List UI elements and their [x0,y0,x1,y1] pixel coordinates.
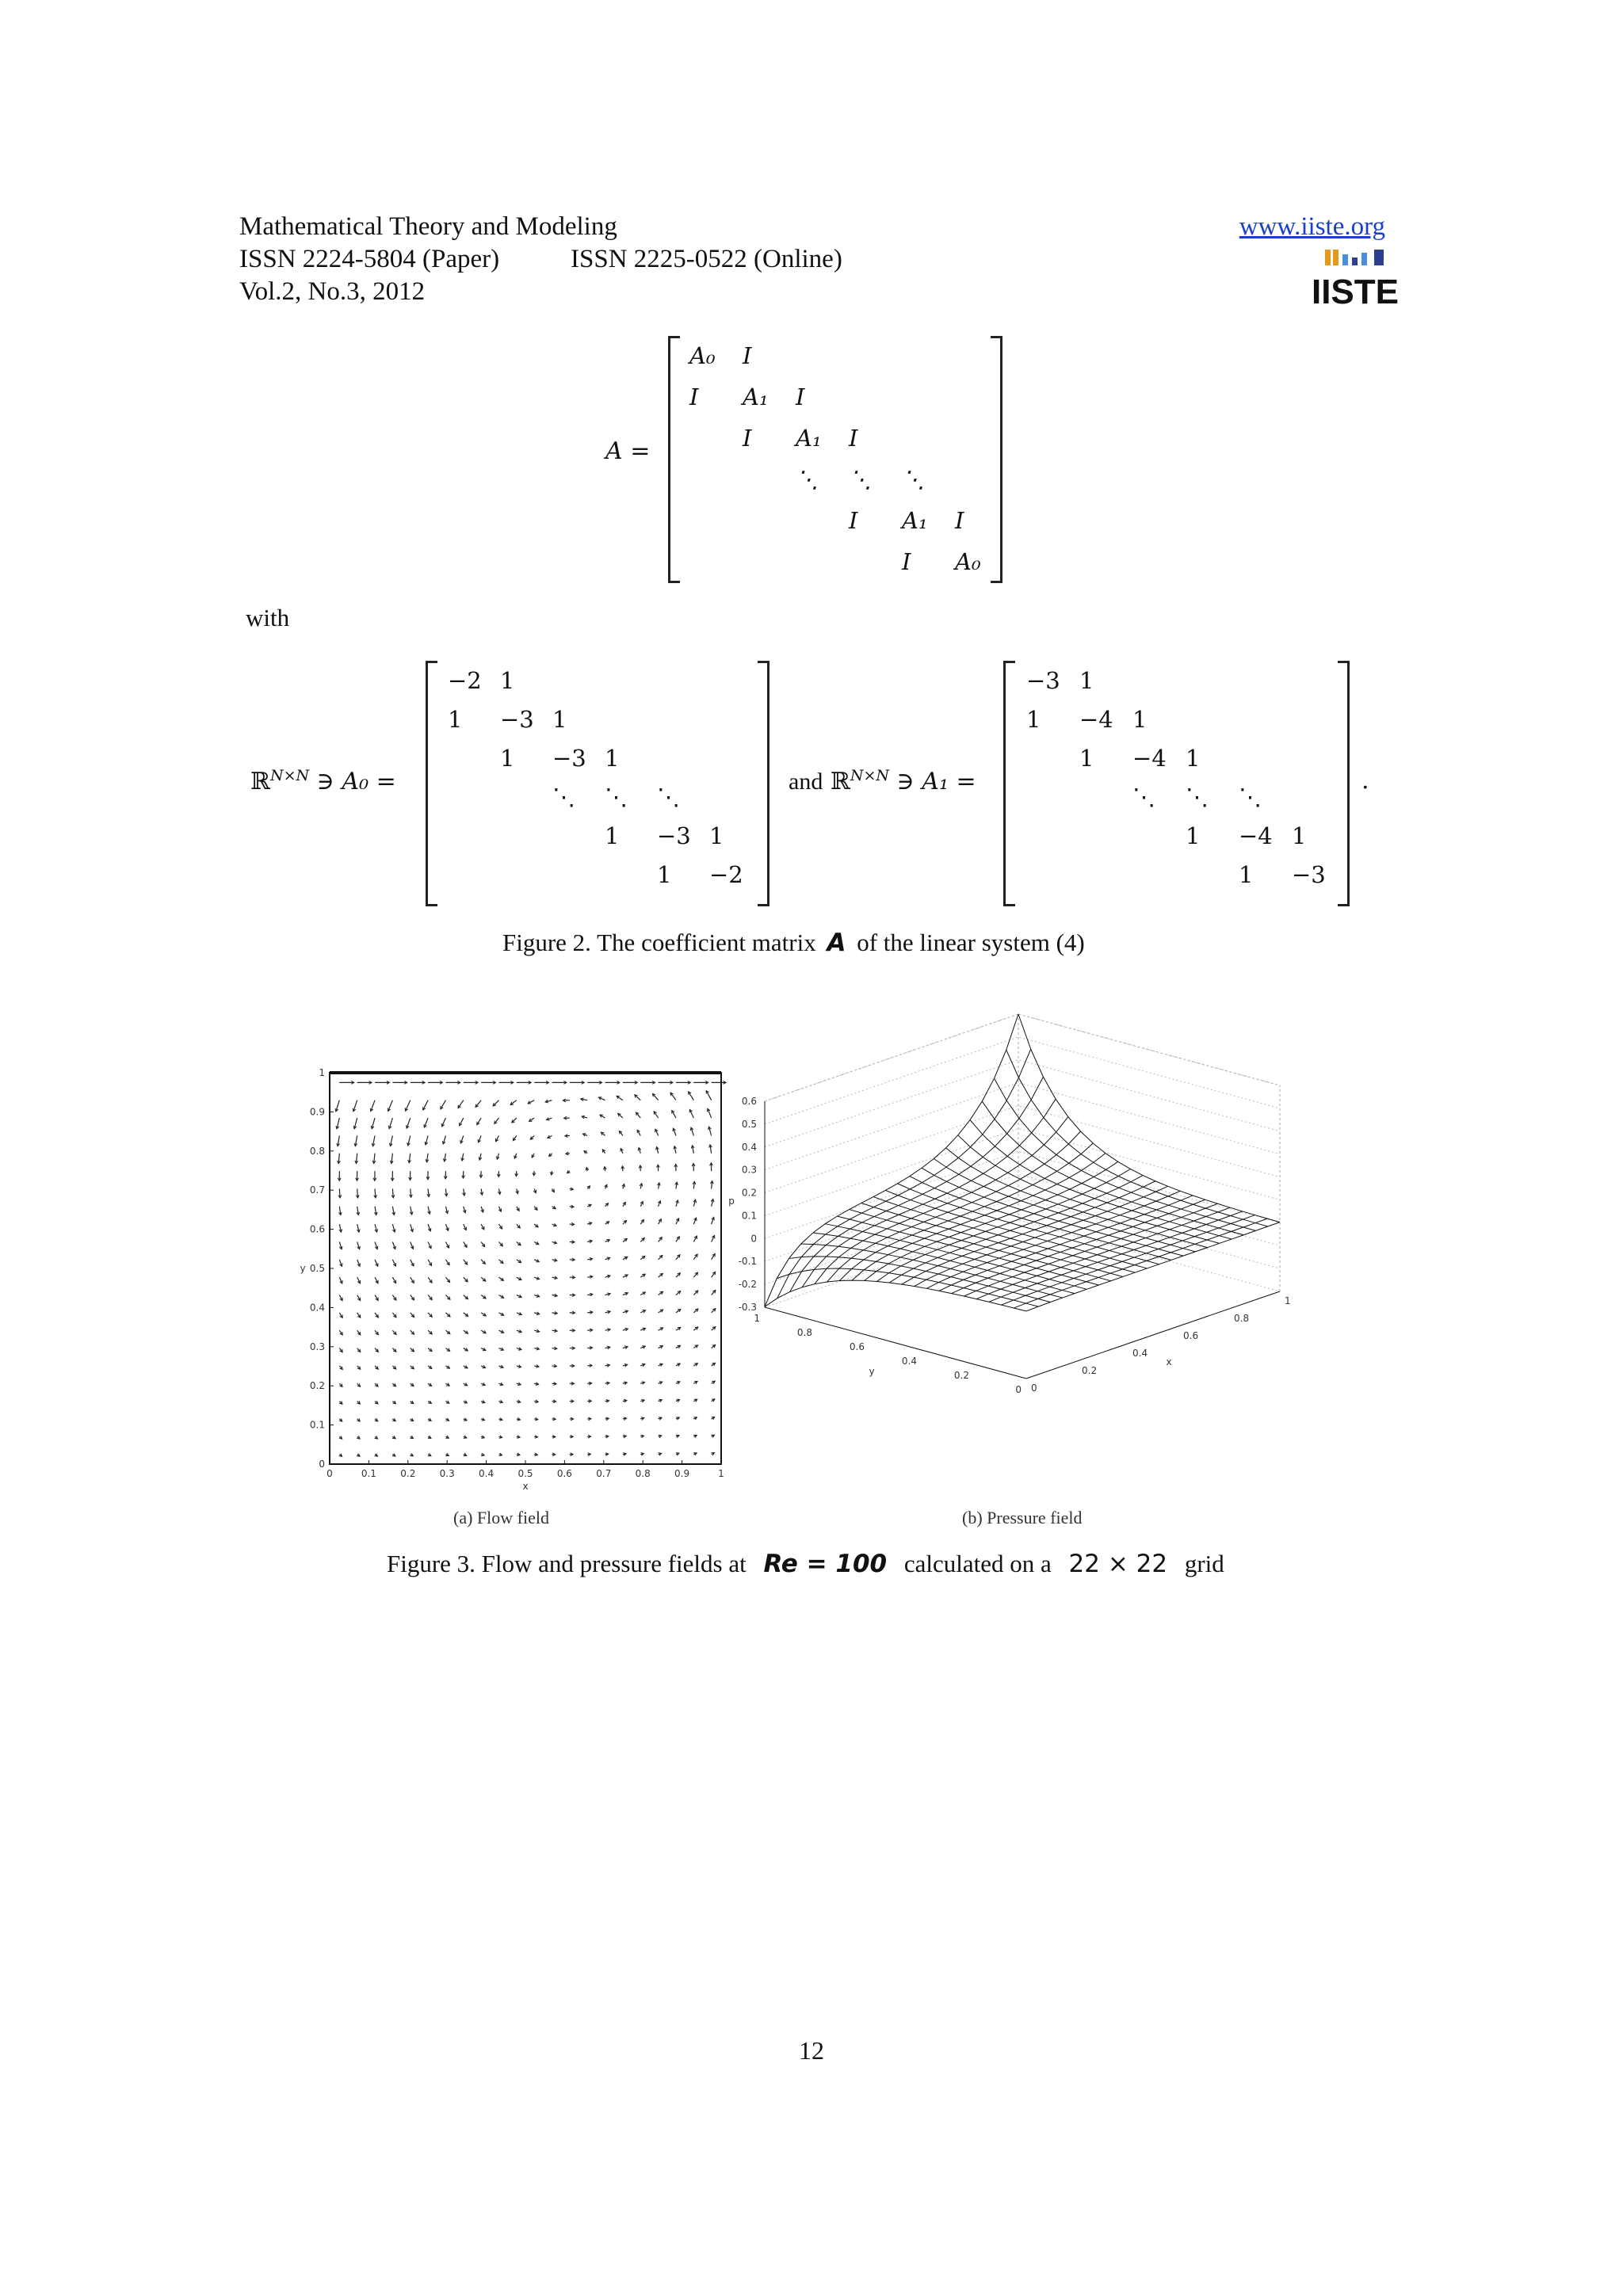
y-tick-label: 0.2 [953,1370,969,1381]
x-tick-label: 0.9 [674,1468,690,1479]
surface-mesh-line [934,1159,1195,1252]
z-grid-line [765,1014,1280,1101]
matrix-entry: I [689,383,699,410]
matrix-entry: −3 [1292,861,1326,888]
y-tick-label: 0.7 [309,1184,325,1196]
x-tick-label: 0.4 [479,1468,495,1479]
pressure-field-subcaption: (b) Pressure field [962,1508,1083,1527]
matrix-entry: A₁ [743,383,769,410]
y-tick-label: 0.4 [309,1302,325,1314]
website-link[interactable]: www.iiste.org [1239,212,1385,241]
y-tick-label: 0.4 [901,1356,917,1367]
matrix-entry: 1 [657,861,672,888]
surface-mesh-line [777,1049,1031,1298]
iiste-logo [1311,248,1400,313]
x-tick-label: 0.4 [1132,1348,1148,1359]
matrix-entry: A₀ [955,548,981,575]
y-tick-label: 0 [319,1459,325,1470]
flow-plot-frame [330,1073,721,1464]
matrix-entry: ⋱ [1239,784,1262,810]
matrix-entry: ⋱ [1186,784,1209,810]
z-tick-label: -0.1 [738,1256,757,1268]
matrix-entry: 1 [500,745,515,772]
figure2-caption-prefix: Figure 2. The coefficient matrix [502,929,816,956]
matrix-entry: 1 [552,706,567,733]
z-tick-label: 0.2 [741,1187,757,1199]
matrix-entry: 1 [1186,745,1201,772]
figure3-caption-suffix: grid [1184,1550,1224,1577]
journal-title: Mathematical Theory and Modeling [239,212,617,241]
x-tick-label: 0 [1031,1383,1037,1394]
matrix-entry: 1 [500,667,515,694]
x-tick-label: 1 [1285,1295,1291,1306]
matrix-entry: ⋱ [902,466,925,493]
x-axis-label: x [1166,1356,1172,1367]
real-field-symbol: ℝ [830,768,850,795]
surface-mesh-line [850,1210,1111,1281]
x-tick-label: 0.3 [439,1468,455,1479]
figure3-caption-re: Re = 100 [763,1550,888,1578]
figure2-caption [502,929,1085,957]
matrix-entry: 1 [1079,745,1094,772]
matrix-entry: −3 [1026,667,1060,694]
issn-online: ISSN 2225-0522 (Online) [571,245,842,273]
matrix-entry: −4 [1079,706,1113,733]
y-tick-label: 0.5 [309,1263,325,1274]
y-tick-label: 0.6 [849,1341,865,1352]
matrix-entry: −2 [709,861,743,888]
y-tick-label: 0.6 [309,1223,325,1235]
matrix-entry: I [743,342,752,369]
x-tick-label: 0.1 [361,1468,376,1479]
page-number: 12 [799,2036,824,2065]
matrix-entry: −3 [500,706,534,733]
figure3-caption-grid: 22 × 22 [1068,1550,1168,1578]
matrix-entry: −3 [657,822,691,849]
y-axis-label: y [869,1366,875,1377]
matrix-a1-lhs [789,767,976,795]
x-axis-line [1026,1291,1280,1379]
z-grid-line [765,1220,1280,1307]
matrix-a1-period: . [1361,767,1369,795]
surface-mesh-line [1018,1014,1280,1222]
real-field-symbol: ℝ [250,768,270,795]
x-tick-label: 0.5 [517,1468,533,1479]
matrix-entry: I [849,507,858,534]
figure3-caption-prefix: Figure 3. Flow and pressure fields at [387,1550,747,1577]
figure3-caption-mid: calculated on a [903,1550,1052,1577]
figure2-caption-symbol: A [827,929,846,957]
x-tick-label: 0.8 [1234,1313,1250,1324]
z-tick-label: -0.2 [738,1279,757,1291]
z-tick-label: 0 [750,1233,757,1245]
dimension-superscript: N×N [269,767,310,784]
matrix-a1-lhs-rest: ∋ A₁ = [896,768,976,795]
y-tick-label: 0.9 [309,1106,325,1118]
figure3-caption [387,1550,1224,1578]
matrix-entry: 1 [448,706,463,733]
matrix-entry: −3 [552,745,586,772]
matrix-entry: ⋱ [605,784,628,810]
x-tick-label: 0.6 [1183,1330,1199,1341]
volume-info: Vol.2, No.3, 2012 [239,277,426,306]
matrix-entry: 1 [709,822,724,849]
x-tick-label: 0.6 [556,1468,572,1479]
z-grid-line [765,1083,1280,1170]
x-tick-label: 0.8 [635,1468,651,1479]
matrix-entry: 1 [1292,822,1307,849]
matrix-a1-right-bracket [1338,661,1350,906]
y-tick-label: 0 [1015,1384,1022,1395]
y-tick-label: 0.8 [796,1327,812,1338]
matrix-entry: ⋱ [552,784,575,810]
issn-print: ISSN 2224-5804 (Paper) [239,245,500,273]
z-tick-label: 0.6 [741,1096,757,1107]
matrix-a-lhs [605,437,650,465]
y-tick-label: 0.1 [309,1419,325,1431]
surface-mesh-line [910,1177,1171,1261]
matrix-entry: 1 [605,745,620,772]
matrix-a-left-bracket [668,336,680,583]
x-tick-label: 1 [718,1468,724,1479]
matrix-entry: I [849,425,858,452]
matrix-a-right-bracket [991,336,1002,583]
y-tick-label: 0.2 [309,1380,325,1392]
matrix-entry: I [955,507,964,534]
z-grid-line [765,1128,1280,1215]
matrix-a0-lhs [250,767,396,795]
and-text: and [789,769,823,795]
matrix-entry: A₀ [689,342,716,369]
x-axis-label: x [522,1481,529,1492]
surface-mesh-line [789,1257,1050,1302]
y-axis-line [765,1307,1026,1379]
matrix-entry: 1 [1079,667,1094,694]
z-axis-label: p [728,1196,735,1207]
y-tick-label: 1 [754,1313,760,1324]
z-tick-label: 0.1 [741,1210,757,1222]
matrix-entry: −4 [1132,745,1167,772]
matrix-entry: ⋱ [1132,784,1155,810]
matrix-a0-right-bracket [758,661,769,906]
matrix-entry: I [796,383,805,410]
matrix-entry: 1 [1132,706,1148,733]
y-tick-label: 0.8 [309,1145,325,1157]
z-tick-label: 0.5 [741,1118,757,1130]
matrix-entry: 1 [1026,706,1041,733]
y-tick-label: 0.3 [309,1341,325,1352]
surface-box-edge [1018,1014,1280,1085]
flow-field-chart [293,1062,737,1492]
matrix-entry: ⋱ [849,466,872,493]
matrix-a1-left-bracket [1003,661,1015,906]
x-tick-label: 0.7 [596,1468,612,1479]
z-grid-line [765,1060,1280,1147]
z-grid-line [765,1037,1280,1124]
matrix-a-lhs-text: A = [605,437,651,465]
matrix-entry: −2 [448,667,482,694]
matrix-entry: 1 [605,822,620,849]
pressure-field-chart [728,1062,1319,1505]
matrix-a0-lhs-rest: ∋ A₀ = [316,768,396,795]
z-tick-label: 0.4 [741,1141,757,1153]
x-tick-label: 0.2 [1082,1365,1098,1376]
matrix-entry: I [902,548,911,575]
matrix-entry: 1 [1186,822,1201,849]
z-tick-label: 0.3 [741,1164,757,1176]
matrix-entry: 1 [1239,861,1254,888]
matrix-entry: ⋱ [796,466,819,493]
x-tick-label: 0.2 [400,1468,416,1479]
matrix-entry: A₁ [796,425,822,452]
matrix-entry: −4 [1239,822,1273,849]
flow-field-subcaption: (a) Flow field [453,1508,549,1527]
z-tick-label: -0.3 [738,1302,757,1313]
pressure-field-plot-area [728,1014,1290,1395]
matrix-entry: I [743,425,752,452]
flow-field-plot-area [300,1067,726,1492]
matrix-a0-left-bracket [426,661,437,906]
logo-text: IISTE [1311,273,1400,311]
matrix-entry: A₁ [902,507,928,534]
matrix-entry: ⋱ [657,784,680,810]
with-text: with [246,604,290,631]
figure2-caption-suffix: of the linear system (4) [857,929,1085,956]
y-axis-label: y [300,1263,306,1274]
dimension-superscript: N×N [850,767,889,784]
y-tick-label: 1 [319,1067,325,1078]
x-tick-label: 0 [327,1468,333,1479]
